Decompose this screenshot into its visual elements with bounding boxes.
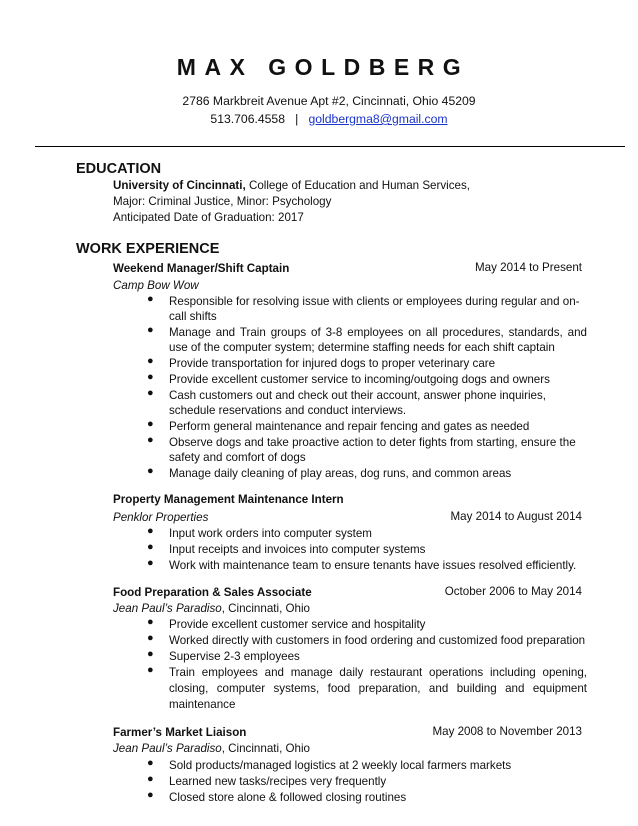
job-location: , Cincinnati, Ohio: [221, 742, 311, 755]
job-employer: Jean Paul’s Paradiso: [113, 602, 222, 615]
job-bullet: Provide excellent customer service to incoming/outgoing dogs and owners: [169, 373, 550, 386]
job-bullet: Perform general maintenance and repair fencing and gates as needed: [169, 420, 530, 433]
work-heading: WORK EXPERIENCE: [76, 241, 220, 257]
header-divider: [35, 146, 625, 147]
applicant-name: MAX GOLDBERG: [176, 54, 470, 80]
job-dates: May 2014 to August 2014: [450, 510, 582, 523]
job-bullet: Supervise 2-3 employees: [169, 650, 300, 663]
education-school-line: [113, 178, 470, 193]
separator: |: [295, 112, 299, 126]
email-link[interactable]: goldbergma8@gmail.com: [308, 112, 448, 126]
contact-line: [0, 112, 638, 126]
bullet-icon: ●: [147, 773, 154, 785]
bullet-icon: ●: [147, 434, 154, 446]
job-bullet: Learned new tasks/recipes very frequently: [169, 775, 387, 788]
job-employer-line: [113, 601, 310, 616]
job-bullet: Input receipts and invoices into computer systems: [169, 543, 426, 556]
job-bullet: Manage and Train groups of 3-8 employees on all procedures, standards, and use of the computer system; determine staffing needs for each shift captain: [169, 326, 587, 354]
bullet-icon: ●: [147, 789, 154, 801]
bullet-icon: ●: [147, 632, 154, 644]
bullet-icon: ●: [147, 324, 154, 336]
job-dates: October 2006 to May 2014: [444, 585, 582, 598]
bullet-icon: ●: [147, 648, 154, 660]
address-line: 2786 Markbreit Avenue Apt #2, Cincinnati, Ohio 45209: [182, 94, 476, 108]
job-bullet: Observe dogs and take proactive action to deter fights from starting, ensure the safety and comfort of dogs: [169, 436, 576, 464]
bullet-icon: ●: [147, 465, 154, 477]
job-bullet: Work with maintenance team to ensure tenants have issues resolved efficiently.: [169, 559, 577, 572]
college-name: College of Education and Human Services,: [245, 179, 470, 192]
bullet-icon: ●: [147, 541, 154, 553]
job-bullet: Closed store alone & followed closing routines: [169, 791, 407, 804]
job-employer: Penklor Properties: [113, 511, 209, 524]
bullet-icon: ●: [147, 557, 154, 569]
job-bullet: Input work orders into computer system: [169, 527, 372, 540]
job-bullet: Responsible for resolving issue with clients or employees during regular and on-call shifts: [169, 295, 580, 323]
job-dates: May 2014 to Present: [475, 261, 582, 274]
job-bullet: Sold products/managed logistics at 2 weekly local farmers markets: [169, 759, 512, 772]
job-role: Weekend Manager/Shift Captain: [113, 262, 290, 275]
bullet-icon: ●: [147, 418, 154, 430]
job-bullet: Train employees and manage daily restaurant operations including opening, closing, computer systems, food preparation, and building and equipment maintenance: [169, 666, 587, 711]
school-name: University of Cincinnati,: [113, 179, 246, 192]
job-dates: May 2008 to November 2013: [432, 725, 582, 738]
job-bullet: Worked directly with customers in food ordering and customized food preparation: [169, 634, 586, 647]
job-role: Food Preparation & Sales Associate: [113, 586, 312, 599]
job-bullet: Provide transportation for injured dogs to proper veterinary care: [169, 357, 496, 370]
education-graduation: Anticipated Date of Graduation: 2017: [113, 211, 304, 224]
job-employer: Jean Paul’s Paradiso: [113, 742, 222, 755]
bullet-icon: ●: [147, 355, 154, 367]
bullet-icon: ●: [147, 387, 154, 399]
bullet-icon: ●: [147, 664, 154, 676]
job-bullet: Provide excellent customer service and hospitality: [169, 618, 426, 631]
job-employer: Camp Bow Wow: [113, 279, 199, 292]
bullet-icon: ●: [147, 757, 154, 769]
education-heading: EDUCATION: [76, 161, 162, 177]
bullet-icon: ●: [147, 616, 154, 628]
bullet-icon: ●: [147, 371, 154, 383]
job-role: Property Management Maintenance Intern: [113, 493, 344, 506]
phone-number: 513.706.4558: [210, 112, 285, 126]
job-bullet: Cash customers out and check out their account, answer phone inquiries, schedule reservations and conduct interviews.: [169, 389, 547, 417]
job-role: Farmer’s Market Liaison: [113, 726, 247, 739]
job-location: , Cincinnati, Ohio: [221, 602, 311, 615]
bullet-icon: ●: [147, 293, 154, 305]
job-employer-line: [113, 741, 310, 756]
job-bullet: Manage daily cleaning of play areas, dog runs, and common areas: [169, 467, 512, 480]
bullet-icon: ●: [147, 525, 154, 537]
education-major: Major: Criminal Justice, Minor: Psychology: [113, 195, 332, 208]
